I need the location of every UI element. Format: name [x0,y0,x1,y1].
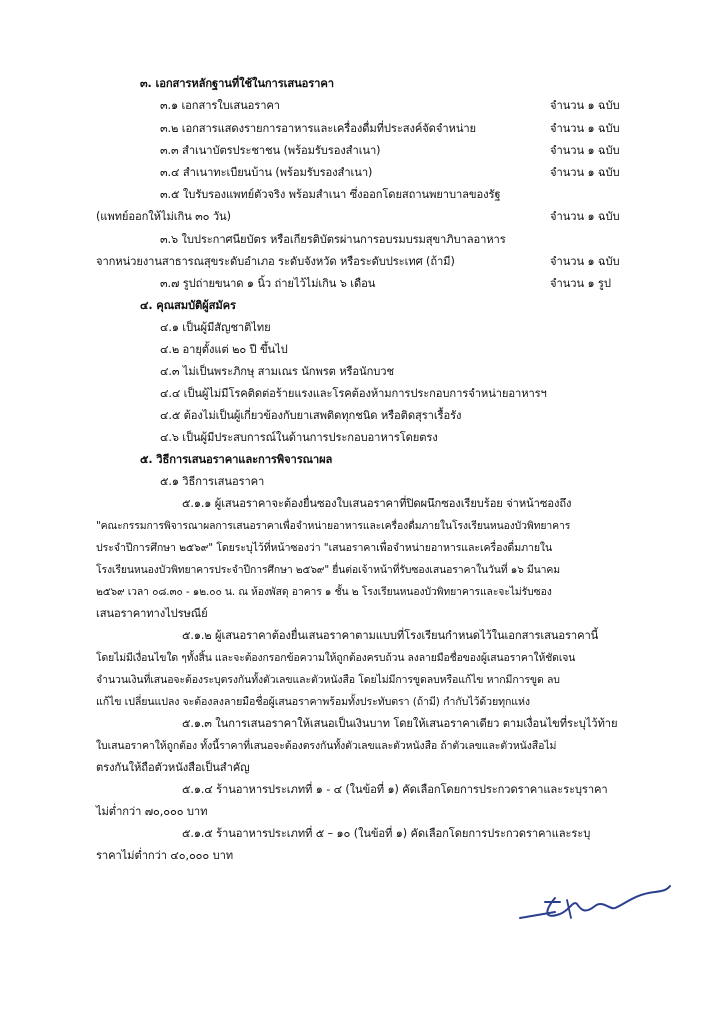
item-label: ๓.๗ รูปถ่ายขนาด ๑ นิ้ว ถ่ายไว้ไม่เกิน ๖ เดือน [160,277,376,290]
item-label: ๓.๔ สำเนาทะเบียนบ้าน (พร้อมรับรองสำเนา) [160,166,373,179]
item-label: ๓.๓ สำเนาบัตรประชาชน (พร้อมรับรองสำเนา) [160,144,381,157]
paragraph-line: ๕.๑.๕ ร้านอาหารประเภทที่ ๕ – ๑๐ (ในข้อที่ ๑) คัดเลือกโดยการประกวดราคาและระบุ [182,827,591,840]
item-qty: จำนวน ๑ ฉบับ [550,166,620,179]
item-3-6-line2: จากหน่วยงานสาธารณสุขระดับอำเภอ ระดับจังหวัด หรือระดับประเทศ (ถ้ามี) [96,255,455,268]
list-item: ๔.๓ ไม่เป็นพระภิกษุ สามเณร นักพรต หรือนักบวช [160,365,394,378]
paragraph-line: ใบเสนอราคาให้ถูกต้อง ทั้งนี้ราคาที่เสนอจะต้องตรงกันทั้งตัวเลขและตัวหนังสือ ถ้าตัวเลขและตัวหนังสือไม่ [96,740,557,752]
list-item: ๔.๕ ต้องไม่เป็นผู้เกี่ยวข้องกับยาเสพติดทุกชนิด หรือติดสุราเรื้อรัง [160,409,462,422]
list-item: ๔.๖ เป็นผู้มีประสบการณ์ในด้านการประกอบอาหารโดยตรง [160,431,438,444]
paragraph-line: ๕.๑.๔ ร้านอาหารประเภทที่ ๑ - ๔ (ในข้อที่ ๑) คัดเลือกโดยการประกวดราคาและระบุราคา [182,783,608,796]
paragraph-line: แก้ไข เปลี่ยนแปลง จะต้องลงลายมือชื่อผู้เสนอราคาพร้อมทั้งประทับตรา (ถ้ามี) กำกับไว้ด้วยทุกแห่ง [96,696,530,708]
paragraph-line: โดยไม่มีเงื่อนไขใด ๆทั้งสิ้น และจะต้องกรอกข้อความให้ถูกต้องครบถ้วน ลงลายมือชื่อของผู้เสนอราคาให้ชัดเจน [96,652,576,664]
item-qty: จำนวน ๑ ฉบับ [550,255,620,268]
paragraph-line: โรงเรียนหนองบัวพิทยาคารประจำปีการศึกษา ๒๕๖๙" ยื่นต่อเจ้าหน้าที่รับซองเสนอราคาในวันที่ ๑๖ มีนาคม [96,564,561,576]
section-3-heading: ๓. เอกสารหลักฐานที่ใช้ในการเสนอราคา [140,77,334,90]
item-3-6-line1: ๓.๖ ใบประกาศนียบัตร หรือเกียรติบัตรผ่านการอบรมบรมสุขาภิบาลอาหาร [160,233,506,246]
list-item: ๔.๒ อายุตั้งแต่ ๒๐ ปี ขึ้นไป [160,343,288,356]
paragraph-line: ไม่ต่ำกว่า ๗๐,๐๐๐ บาท [96,805,208,818]
item-3-5-line2: (แพทย์ออกให้ไม่เกิน ๓๐ วัน) [96,210,231,223]
paragraph-line: ประจำปีการศึกษา ๒๕๖๙" โดยระบุไว้ที่หน้าซองว่า "เสนอราคาเพื่อจำหน่ายอาหารและเครื่องดื่มภายใน [96,542,553,554]
signature [515,880,675,925]
item-label: ๓.๒ เอกสารแสดงรายการอาหารและเครื่องดื่มที่ประสงค์จัดจำหน่าย [160,122,477,135]
item-qty: จำนวน ๑ รูป [550,277,611,290]
paragraph-line: ๕.๑.๓ ในการเสนอราคาให้เสนอเป็นเงินบาท โดยให้เสนอราคาเดียว ตามเงื่อนไขที่ระบุไว้ท้าย [182,717,618,730]
list-item [160,165,650,181]
item-label: ๓.๑ เอกสารใบเสนอราคา [160,99,280,112]
subsection-5-1: ๕.๑ วิธีการเสนอราคา [160,475,265,488]
paragraph-line: เสนอราคาทางไปรษณีย์ [96,607,208,620]
paragraph-line: ๒๕๖๙ เวลา ๐๘.๓๐ - ๑๒.๐๐ น. ณ ห้องพัสดุ อาคาร ๑ ชั้น ๒ โรงเรียนหนองบัวพิทยาคารและจะไม่รับซอง [96,586,552,598]
list-item [96,254,650,270]
item-qty: จำนวน ๑ ฉบับ [550,122,620,135]
list-item [160,121,650,137]
section-4-heading: ๔. คุณสมบัติผู้สมัคร [140,299,236,312]
item-3-5-line1: ๓.๕ ใบรับรองแพทย์ตัวจริง พร้อมสำเนา ซึ่งออกโดยสถานพยาบาลของรัฐ [160,188,501,201]
item-qty: จำนวน ๑ ฉบับ [550,144,620,157]
paragraph-line: ๕.๑.๑ ผู้เสนอราคาจะต้องยื่นซองใบเสนอราคาที่ปิดผนึกซองเรียบร้อย จ่าหน้าซองถึง [182,497,572,510]
paragraph-line: ๕.๑.๒ ผู้เสนอราคาต้องยื่นเสนอราคาตามแบบที่โรงเรียนกำหนดไว้ในเอกสารเสนอราคานี้ [182,629,599,642]
item-qty: จำนวน ๑ ฉบับ [550,99,620,112]
list-item [160,276,650,292]
list-item [160,143,650,159]
item-qty: จำนวน ๑ ฉบับ [550,210,620,223]
paragraph-line: "คณะกรรมการพิจารณาผลการเสนอราคาเพื่อจำหน่ายอาหารและเครื่องดื่มภายในโรงเรียนหนองบัวพิทยาคาร [96,520,571,532]
list-item: ๔.๔ เป็นผู้ไม่มีโรคติดต่อร้ายแรงและโรคต้องห้ามการประกอบการจำหน่ายอาหารฯ [160,387,547,400]
section-5-heading: ๕. วิธีการเสนอราคาและการพิจารณาผล [140,453,333,466]
list-item [160,98,650,114]
paragraph-line: ตรงกันให้ถือตัวหนังสือเป็นสำคัญ [96,761,250,774]
list-item [96,209,650,225]
paragraph-line: จำนวนเงินที่เสนอจะต้องระบุตรงกันทั้งตัวเลขและตัวหนังสือ โดยไม่มีการขูดลบหรือแก้ไข หากมีการขูด ลบ [96,674,560,686]
paragraph-line: ราคาไม่ต่ำกว่า ๔๐,๐๐๐ บาท [96,849,234,862]
list-item: ๔.๑ เป็นผู้มีสัญชาติไทย [160,321,271,334]
